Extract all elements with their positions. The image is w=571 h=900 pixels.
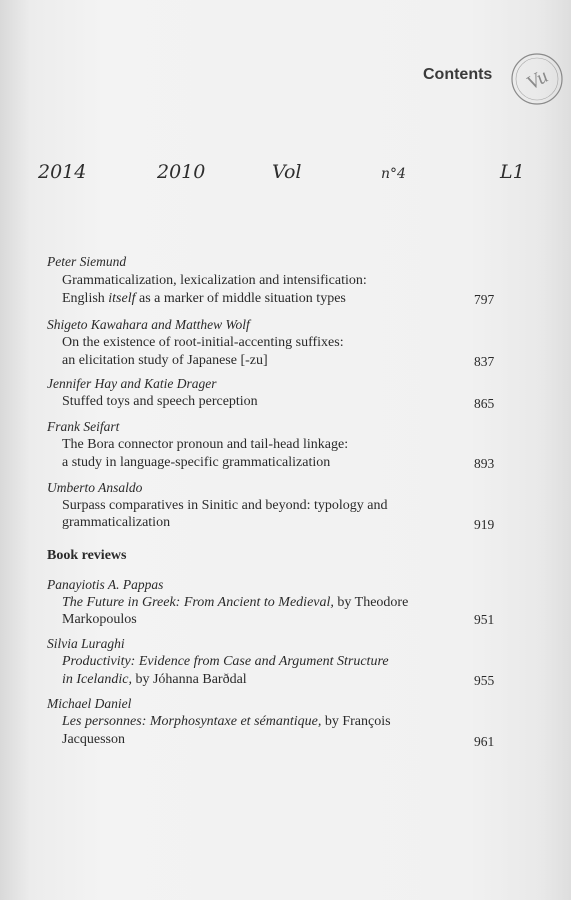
review-title-line: Markopoulos [62,612,137,627]
handwritten-year: 2014 [38,161,87,183]
article-title-line [62,291,346,307]
handwritten-code: L1 [500,161,525,183]
page-number: 919 [474,517,495,532]
review-title-line: Jacquesson [62,732,125,747]
article-author: Umberto Ansaldo [47,480,143,495]
article-author: Jennifer Hay and Katie Drager [47,376,217,391]
article-title-line: grammaticalization [62,515,171,530]
review-book-title: Productivity: Evidence from Case and Argument Structure [62,654,389,669]
review-author: Michael Daniel [47,696,132,711]
article-title-line: a study in language-specific grammaticalization [62,455,331,470]
page-number: 797 [474,292,495,307]
review-book-title: The Future in Greek: From Ancient to Medieval, [62,595,334,610]
article-title-line: On the existence of root-initial-accenting suffixes: [62,335,344,350]
article-author: Shigeto Kawahara and Matthew Wolf [47,317,250,332]
handwritten-note [0,148,571,198]
article-author: Frank Seifart [47,419,120,434]
review-author: Panayiotis A. Pappas [47,577,164,592]
review-book-author: by Theodore [333,595,409,610]
handwritten-number: n°4 [381,166,406,182]
article-author: Peter Siemund [47,254,127,269]
page-number: 837 [474,354,495,369]
review-title-line [62,654,389,670]
book-reviews-heading: Book reviews [47,548,127,563]
page-number: 961 [474,734,495,749]
handwritten-year-2: 2010 [157,161,206,183]
page-number: 865 [474,396,495,411]
contents-heading: Contents [423,66,493,83]
article-title-line: Grammaticalization, lexicalization and intensification: [62,273,367,288]
stamp-text: Vu [523,65,552,95]
review-book-author: by Jóhanna Barðdal [131,672,247,687]
review-title-line [62,714,391,730]
title-italic-word: itself [108,291,136,306]
article-title-line: an elicitation study of Japanese [-zu] [62,353,268,368]
handwritten-volume: Vol [272,161,302,183]
review-book-title: Les personnes: Morphosyntaxe et sémantique, [62,714,322,729]
review-author: Silvia Luraghi [47,636,125,651]
title-text: English [62,291,109,306]
page-number: 955 [474,673,495,688]
review-title-line [62,672,247,688]
page-number: 893 [474,456,495,471]
page-number: 951 [474,612,495,627]
review-title-line [62,595,408,611]
library-stamp [508,50,566,108]
article-title-line: Stuffed toys and speech perception [62,394,258,409]
review-book-author: by François [321,714,391,729]
review-book-title: in Icelandic, [62,672,132,687]
article-title-line: Surpass comparatives in Sinitic and beyond: typology and [62,498,388,513]
title-text: as a marker of middle situation types [135,291,346,306]
article-title-line: The Bora connector pronoun and tail-head linkage: [62,437,349,452]
